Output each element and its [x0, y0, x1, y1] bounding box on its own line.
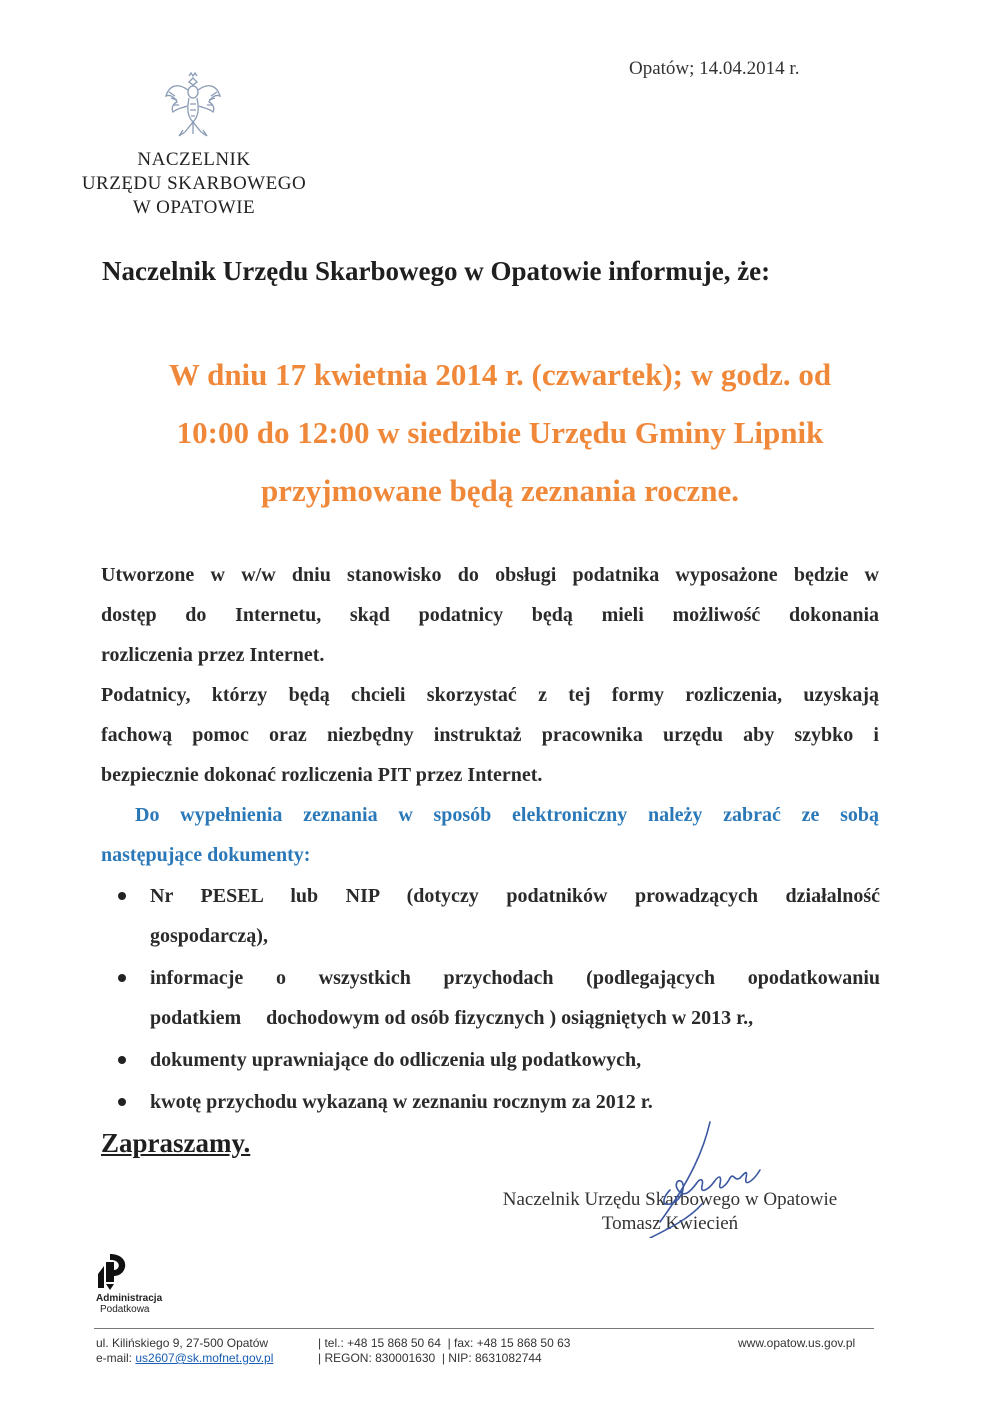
document-date: Opatów; 14.04.2014 r. — [629, 58, 800, 79]
list-item-line: podatkiem dochodowym od osób fizycznych ) osiągniętych w 2013 r., — [150, 1007, 754, 1029]
list-item-line: dokumenty uprawniające do odliczenia ulg podatkowych, — [150, 1049, 642, 1071]
list-item — [112, 1082, 880, 1122]
paragraph-documents-intro — [101, 795, 879, 875]
footer-contacts — [318, 1336, 570, 1366]
list-item-line: gospodarczą), — [150, 925, 268, 947]
footer-address-text: ul. Kilińskiego 9, 27-500 Opatów — [96, 1336, 269, 1350]
list-item — [112, 1040, 880, 1080]
polish-eagle-emblem-icon — [163, 72, 223, 142]
issuing-office — [60, 148, 328, 220]
handwritten-signature-icon — [630, 1118, 790, 1238]
footer-divider — [94, 1328, 874, 1329]
footer-address — [96, 1336, 273, 1366]
footer-email-label: e-mail: — [96, 1351, 133, 1365]
footer-regon: | REGON: 830001630 — [318, 1351, 436, 1365]
paragraph-line: Utworzone w w/w dniu stanowisko do obsługi podatnika wyposażone będzie w — [101, 564, 879, 586]
paragraph-assistance — [101, 675, 879, 795]
paragraph-line: Podatnicy, którzy będą chcieli skorzystać z tej formy rozliczenia, uzyskają — [101, 684, 879, 706]
list-item — [112, 876, 880, 956]
announcement-line: W dniu 17 kwietnia 2014 r. (czwartek); w godz. od — [168, 357, 832, 392]
paragraph-line: następujące dokumenty: — [101, 844, 311, 866]
footer-website[interactable]: www.opatow.us.gov.pl — [738, 1336, 856, 1350]
list-item — [112, 958, 880, 1038]
paragraph-line: Do wypełnienia zeznania w sposób elektroniczny należy zabrać ze sobą — [135, 804, 879, 826]
office-line: URZĘDU SKARBOWEGO — [81, 173, 307, 194]
footer-email-link[interactable]: us2607@sk.mofnet.gov.pl — [135, 1351, 274, 1365]
footer-nip: | NIP: 8631082744 — [441, 1351, 542, 1365]
paragraph-line: bezpiecznie dokonać rozliczenia PIT przez Internet. — [101, 764, 543, 786]
closing-invitation: Zapraszamy. — [101, 1128, 251, 1158]
tax-administration-logo-icon — [96, 1252, 130, 1292]
list-item-line: Nr PESEL lub NIP (dotyczy podatników prowadzących działalność — [150, 885, 880, 907]
bullet-icon — [118, 1098, 126, 1106]
bullet-icon — [118, 892, 126, 900]
footer-fax: | fax: +48 15 868 50 63 — [447, 1336, 571, 1350]
announcement-line: przyjmowane będą zeznania roczne. — [260, 473, 740, 508]
logo-line: Administracja — [96, 1293, 163, 1304]
paragraph-line: rozliczenia przez Internet. — [101, 644, 325, 666]
bullet-icon — [118, 1056, 126, 1064]
bullet-icon — [118, 974, 126, 982]
list-item-line: kwotę przychodu wykazaną w zeznaniu rocznym za 2012 r. — [150, 1091, 653, 1113]
tax-administration-logo — [96, 1293, 162, 1315]
footer-tel: | tel.: +48 15 868 50 64 — [318, 1336, 441, 1350]
office-line: NACZELNIK — [137, 149, 251, 170]
paragraph-line: fachową pomoc oraz niezbędny instruktaż pracownika urzędu aby szybko i — [101, 724, 879, 746]
paragraph-line: dostęp do Internetu, skąd podatnicy będą mieli możliwość dokonania — [101, 604, 879, 626]
office-line: W OPATOWIE — [132, 197, 256, 218]
signer-title: Naczelnik Urzędu Skarbowego w Opatowie — [502, 1189, 838, 1210]
list-item-line: informacje o wszystkich przychodach (podlegających opodatkowaniu — [150, 967, 880, 989]
announcement-line: 10:00 do 12:00 w siedzibie Urzędu Gminy Lipnik — [176, 415, 824, 450]
paragraph-workstation — [101, 555, 879, 675]
document-list — [112, 876, 880, 1124]
logo-line: Podatkowa — [100, 1304, 150, 1315]
announcement — [100, 346, 900, 520]
headline: Naczelnik Urzędu Skarbowego w Opatowie informuje, że: — [102, 256, 771, 286]
signer-name: Tomasz Kwiecień — [601, 1213, 739, 1234]
